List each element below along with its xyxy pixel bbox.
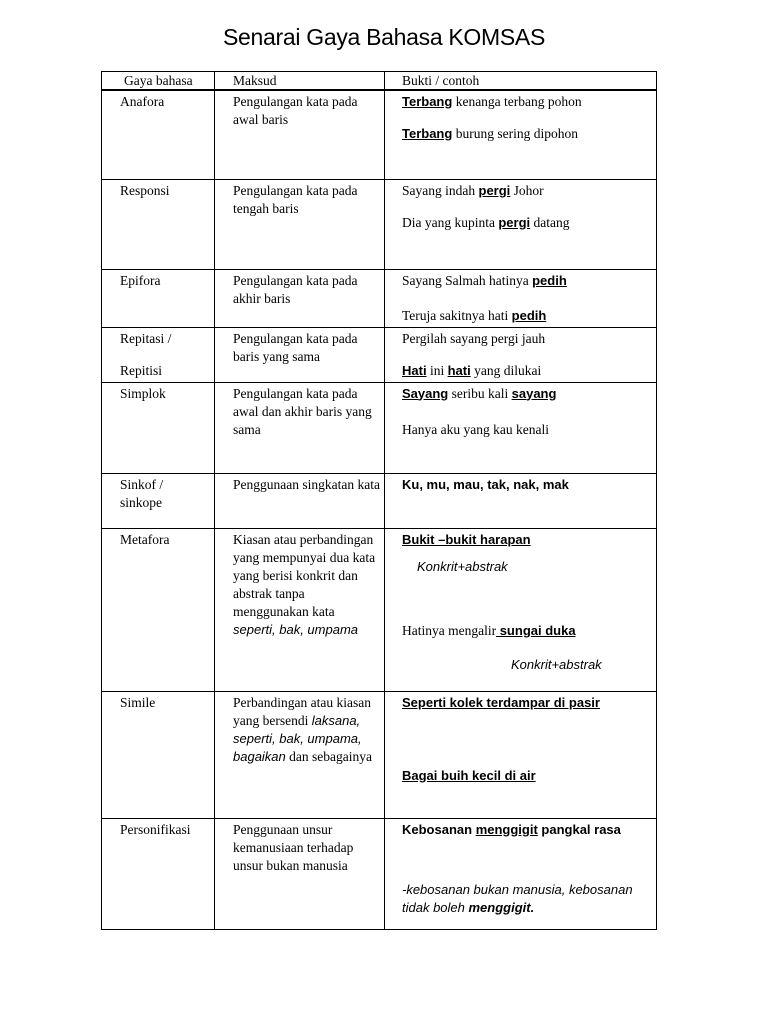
gaya-bahasa-table bbox=[101, 71, 657, 930]
term-repitasi: Repitasi / Repitisi bbox=[102, 327, 215, 382]
header-maksud: Maksud bbox=[215, 72, 385, 91]
term-personifikasi: Personifikasi bbox=[102, 818, 215, 929]
example-line: Ku, mu, mau, tak, nak, mak bbox=[402, 476, 569, 492]
example-line: Kebosanan menggigit pangkal rasa bbox=[402, 821, 621, 837]
table-row-sinkof bbox=[102, 473, 657, 528]
meaning-anafora: Pengulangan kata pada awal baris bbox=[215, 90, 385, 179]
table-row-simplok bbox=[102, 382, 657, 473]
header-bukti-contoh: Bukti / contoh bbox=[385, 72, 657, 91]
example-note: Konkrit+abstrak bbox=[511, 656, 602, 672]
example-responsi bbox=[385, 179, 657, 269]
meaning-responsi: Pengulangan kata pada tengah baris bbox=[215, 179, 385, 269]
example-line: Hanya aku yang kau kenali bbox=[402, 421, 549, 437]
meaning-sinkof: Penggunaan singkatan kata bbox=[215, 473, 385, 528]
example-simile bbox=[385, 691, 657, 818]
example-line: Dia yang kupinta pergi datang bbox=[402, 214, 570, 230]
term-sinkof: Sinkof / sinkope bbox=[102, 473, 215, 528]
term-epifora: Epifora bbox=[102, 269, 215, 327]
table-row-repitasi bbox=[102, 327, 657, 382]
example-metafora bbox=[385, 528, 657, 691]
table-row-responsi bbox=[102, 179, 657, 269]
example-line: Seperti kolek terdampar di pasir bbox=[402, 694, 600, 710]
meaning-repitasi: Pengulangan kata pada baris yang sama bbox=[215, 327, 385, 382]
example-repitasi bbox=[385, 327, 657, 382]
table-row-metafora bbox=[102, 528, 657, 691]
example-simplok bbox=[385, 382, 657, 473]
example-note: -kebosanan bukan manusia, kebosanan tidak boleh menggigit. bbox=[402, 881, 633, 915]
term-simplok: Simplok bbox=[102, 382, 215, 473]
term-anafora: Anafora bbox=[102, 90, 215, 179]
example-line: Sayang indah pergi Johor bbox=[402, 182, 544, 198]
example-line: Pergilah sayang pergi jauh bbox=[402, 330, 546, 346]
table-row-epifora bbox=[102, 269, 657, 327]
term-simile: Simile bbox=[102, 691, 215, 818]
meaning-simplok: Pengulangan kata pada awal dan akhir baris yang sama bbox=[215, 382, 385, 473]
example-line: Terbang burung sering dipohon bbox=[402, 126, 578, 141]
table-header-row bbox=[102, 72, 657, 91]
example-line: Sayang Salmah hatinya pedih bbox=[402, 272, 567, 288]
term-metafora: Metafora bbox=[102, 528, 215, 691]
meaning-simile: Perbandingan atau kiasan yang bersendi laksana, seperti, bak, umpama, bagaikan dan sebagainya bbox=[215, 691, 385, 818]
example-sinkof bbox=[385, 473, 657, 528]
document-title: Senarai Gaya Bahasa KOMSAS bbox=[222, 24, 546, 50]
example-line: Bukit –bukit harapan bbox=[402, 531, 531, 547]
table-row-personifikasi bbox=[102, 818, 657, 929]
meaning-personifikasi: Penggunaan unsur kemanusiaan terhadap unsur bukan manusia bbox=[215, 818, 385, 929]
meaning-metafora: Kiasan atau perbandingan yang mempunyai dua kata yang berisi konkrit dan abstrak tanpa menggunakan kata seperti, bak, umpama bbox=[215, 528, 385, 691]
table-row-simile bbox=[102, 691, 657, 818]
example-anafora bbox=[385, 90, 657, 179]
example-line: Hatinya mengalir sungai duka bbox=[402, 622, 576, 638]
example-line: Hati ini hati yang dilukai bbox=[402, 362, 542, 378]
table-row-anafora bbox=[102, 90, 657, 179]
example-note: Konkrit+abstrak bbox=[417, 558, 508, 574]
meaning-epifora: Pengulangan kata pada akhir baris bbox=[215, 269, 385, 327]
example-personifikasi bbox=[385, 818, 657, 929]
header-gaya-bahasa: Gaya bahasa bbox=[102, 72, 215, 91]
example-line: Sayang seribu kali sayang bbox=[402, 385, 557, 401]
example-line: Bagai buih kecil di air bbox=[402, 767, 536, 783]
example-line: Teruja sakitnya hati pedih bbox=[402, 307, 547, 323]
term-responsi: Responsi bbox=[102, 179, 215, 269]
example-epifora bbox=[385, 269, 657, 327]
example-line: Terbang kenanga terbang pohon bbox=[402, 94, 582, 109]
